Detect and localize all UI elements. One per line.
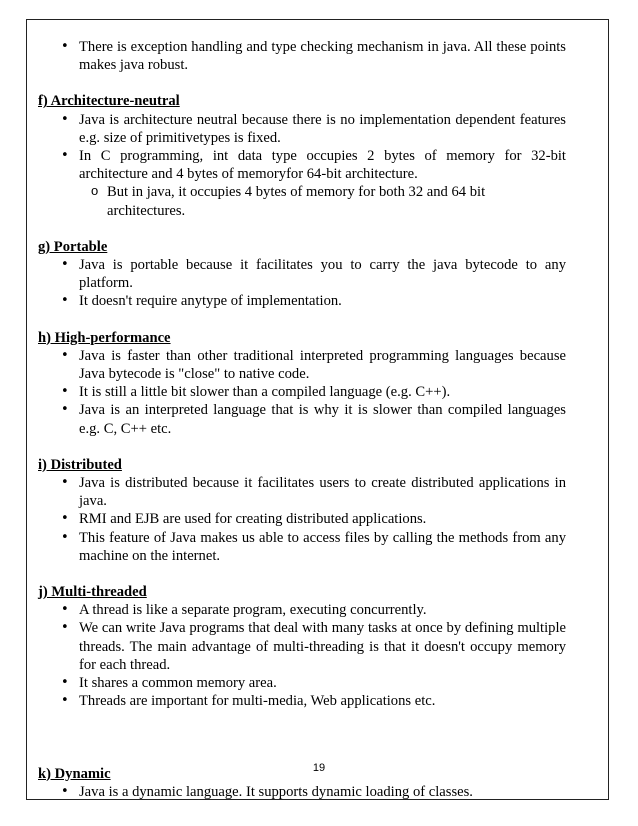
- section-high-performance: [38, 329, 566, 438]
- intro-list: [38, 38, 566, 74]
- list-item: • This feature of Java makes us able to access files by calling the methods from any machine on the internet.: [48, 529, 566, 565]
- list-item: • In C programming, int data type occupies 2 bytes of memory for 32-bit architecture and 4 bytes of memoryfor 64-bit architecture.: [48, 147, 566, 183]
- list-item: • There is exception handling and type checking mechanism in java. All these points makes java robust.: [48, 38, 566, 74]
- section-heading: h) High-performance: [38, 329, 171, 346]
- list-item: • It is still a little bit slower than a compiled language (e.g. C++).: [48, 383, 566, 401]
- page-number: 19: [312, 762, 326, 774]
- list-item: • Java is distributed because it facilitates users to create distributed applications in java.: [48, 474, 566, 510]
- list-item: • RMI and EJB are used for creating distributed applications.: [48, 510, 566, 528]
- document-body: [38, 38, 566, 801]
- list-item: • It doesn't require anytype of implementation.: [48, 292, 566, 310]
- list-item: • Java is a dynamic language. It supports dynamic loading of classes.: [48, 783, 566, 801]
- list-item: • Java is faster than other traditional interpreted programming languages because Java bytecode is "close" to native code.: [48, 347, 566, 383]
- list-item: • Threads are important for multi-media, Web applications etc.: [48, 692, 566, 710]
- section-heading: k) Dynamic: [38, 765, 111, 782]
- sub-list-item: o But in java, it occupies 4 bytes of memory for both 32 and 64 bit architectures.: [91, 183, 566, 219]
- section-distributed: [38, 456, 566, 565]
- list-item: • Java is an interpreted language that is why it is slower than compiled languages e.g. C, C++ etc.: [48, 401, 566, 437]
- section-heading: j) Multi-threaded: [38, 584, 147, 601]
- list-item: • It shares a common memory area.: [48, 674, 566, 692]
- section-portable: [38, 238, 566, 311]
- list-item: • Java is architecture neutral because there is no implementation dependent features e.g. size of primitivetypes is fixed.: [48, 111, 566, 147]
- list-item: • Java is portable because it facilitates you to carry the java bytecode to any platform.: [48, 256, 566, 292]
- section-heading: i) Distributed: [38, 456, 122, 473]
- section-architecture-neutral: [38, 92, 566, 219]
- list-item: • A thread is like a separate program, executing concurrently.: [48, 601, 566, 619]
- section-heading: f) Architecture-neutral: [38, 93, 180, 110]
- list-item: • We can write Java programs that deal with many tasks at once by defining multiple threads. The main advantage of multi-threading is that it doesn't occupy memory for each thread.: [48, 619, 566, 674]
- section-heading: g) Portable: [38, 238, 108, 255]
- section-multi-threaded: [38, 583, 566, 710]
